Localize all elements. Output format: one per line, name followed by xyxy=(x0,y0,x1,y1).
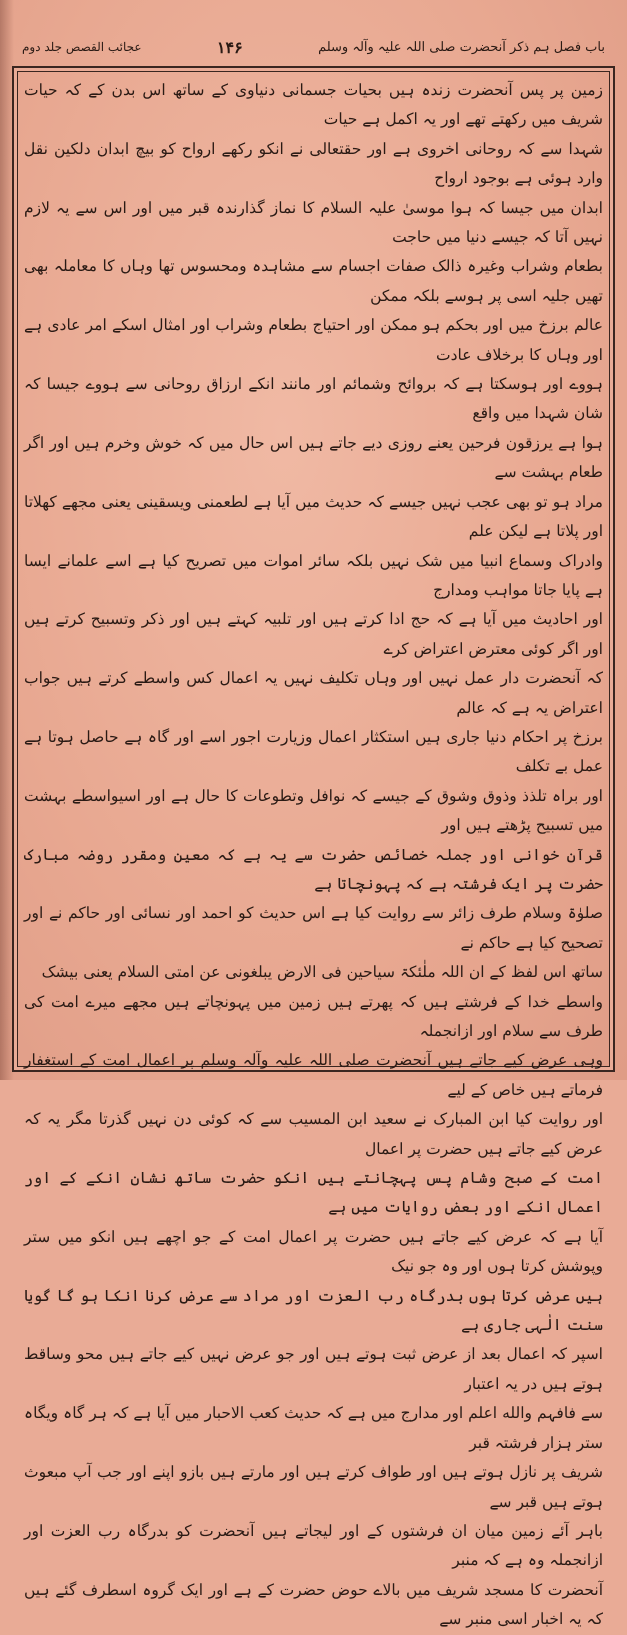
text-line: بطعام وشراب وغیرہ ذالک صفات اجسام سے مشاہدہ ومحسوس تھا وہاں کا معاملہ بھی تھیں جلیہ اسی پر ہوسے بلکہ ممکن xyxy=(24,257,603,305)
page-number: ۱۴۶ xyxy=(216,37,243,57)
text-line: واسطے خدا کے فرشتے ہیں کہ پھرتے ہیں زمین میں پہونچاتے ہیں مجھے میرے امت کی طرف سے سلام اور ازانجملہ xyxy=(24,992,603,1040)
text-line: برزخ پر احکام دنیا جاری ہیں استکثار اعمال وزیارت اجور اسے اور گاہ ہے حاصل ہوتا ہے عمل بے تکلف xyxy=(24,727,603,776)
text-line: ہیں عرض کرتا ہوں بدرگاہ رب العزت اور مراد سے عرض کرنا انکا ہو گا گویا سنت الٰہی جاری ہے xyxy=(24,1286,603,1335)
text-line: شہدا سے کہ روحانی اخروی ہے اور حقتعالی نے انکو رکھے ارواح کو بیچ ابدان دلکین نقل وارد ہوئی ہے بوجود ارواح xyxy=(24,139,603,188)
page-header xyxy=(22,30,605,64)
body-text xyxy=(24,76,603,1629)
text-line: مراد ہو تو بھی عجب نہیں جیسے کہ حدیث میں آیا ہے لطعمنی ویسقینی یعنی مجھے کھلاتا اور پلاتا ہے لیکن علم xyxy=(24,492,603,541)
chapter-title: باب فصل ہم ذکر آنحضرت صلی اللہ علیہ وآلہ وسلم xyxy=(318,39,605,55)
text-line: زمین پر پس آنحضرت زندہ ہیں بحیات جسمانی دنیاوی کے ساتھ اس بدن کے کہ حیات شریف میں رکھتے تھے اور یہ اکمل ہے حیات xyxy=(24,81,603,129)
text-line: ساتھ اس لفظ کے ان اللہ ملٰئکۃ سیاحین فی الارض یبلغونی عن امتی السلام یعنی بیشک xyxy=(41,963,603,982)
text-line: آیا ہے کہ عرض کیے جاتے ہیں حضرت پر اعمال امت کے جو اچھے ہیں انکو میں ستر وپوشش کرتا ہوں اور وہ جو نیک xyxy=(24,1227,603,1276)
text-line: امت کے صبح وشام پس پہچانتے ہیں انکو حضرت ساتھ نشان انکے کے اور اعمال انکے اور بعض روایات میں ہے xyxy=(24,1169,603,1217)
text-line: ہووے اور ہوسکتا ہے کہ بروائح وشمائم اور مانند انکے ارزاق روحانی سے ہووے جیسا کہ شان شہدا میں واقع xyxy=(24,375,603,423)
text-line: اور روایت کیا ابن المبارک نے سعید ابن المسیب سے کہ کوئی دن نہیں گذرتا مگر یہ کہ عرض کیے جاتے ہیں حضرت پر اعمال xyxy=(24,1110,603,1158)
text-line: باہر آئے زمین میان ان فرشتوں کے اور لیجاتے ہیں آنحضرت کو بدرگاہ رب العزت اور ازانجملہ وہ ہے کہ منبر xyxy=(24,1521,603,1570)
text-line: اور احادیث میں آیا ہے کہ حج ادا کرتے ہیں اور تلبیہ کہتے ہیں اور ذکر وتسبیح کرتے ہیں اور اگر کوئی معترض اعتراض کرے xyxy=(24,610,603,658)
text-line: ابدان میں جیسا کہ ہوا موسیٰ علیہ السلام کا نماز گذارندہ قبر میں اور اس سے یہ لازم نہیں آتا کہ جیسے دنیا میں حاجت xyxy=(24,198,603,247)
text-line: قرآن خوانی اور جملہ خصائص حضرت سے یہ ہے کہ معین ومقرر روضہ مبارک حضرت پر ایک فرشتہ ہے کہ پہونچاتا ہے xyxy=(24,845,603,893)
text-line: وادراک وسماع انبیا میں شک نہیں بلکہ سائر اموات میں تصریح کیا ہے اسے علمانے ایسا ہے پایا جاتا مواہب ومدارج xyxy=(24,551,603,599)
text-line: اور براہ تلذذ وذوق وشوق کے جیسے کہ نوافل وتطوعات کا حال ہے اور اسیواسطے بہشت میں تسبیح پڑھتے ہیں اور xyxy=(24,786,603,835)
book-title: عجائب القصص جلد دوم xyxy=(22,40,142,54)
text-line: شریف پر نازل ہوتے ہیں اور طواف کرتے ہیں اور مارتے ہیں بازو اپنے اور جب آپ مبعوث ہوتے ہیں قبر سے xyxy=(24,1463,603,1511)
text-line: اسپر کہ اعمال بعد از عرض ثبت ہوتے ہیں اور جو عرض نہیں کیے جاتے ہیں محو وساقط ہوتے ہیں در یہ اعتبار xyxy=(24,1345,603,1393)
text-line: آنحضرت کا مسجد شریف میں بالاے حوض حضرت کے ہے اور ایک گروہ اسطرف گئے ہیں کہ یہ اخبار اسی منبر سے xyxy=(24,1580,603,1629)
text-line: عالم برزخ میں اور بحکم ہو ممکن اور احتیاج بطعام وشراب اور امثال اسکے امر عادی ہے اور وہاں کا برخلاف عادت xyxy=(24,316,603,364)
text-line: سے فافہم والله اعلم اور مدارج میں ہے کہ حدیث کعب الاحبار میں آیا ہے کہ ہر گاہ ویگاہ ستر ہزار فرشتہ قبر xyxy=(24,1404,603,1452)
text-line: صلوٰۃ وسلام طرف زائر سے روایت کیا ہے اس حدیث کو احمد اور نسائی اور حاکم نے اور تصحیح کیا ہے حاکم نے xyxy=(24,904,603,952)
text-line: وہی عرض کیے جاتے ہیں آنحضرت صلی اللہ علیہ وآلہ وسلم پر اعمال امت کے استغفار فرماتے ہیں خاص کے لیے xyxy=(24,1051,603,1099)
text-line: کہ آنحضرت دار عمل نہیں اور وہاں تکلیف نہیں یہ اعمال کس واسطے کرتے ہیں جواب اعتراض یہ ہے کہ عالم xyxy=(24,669,603,717)
text-line: ہوا ہے یرزقون فرحین یعنے روزی دیے جاتے ہیں اس حال میں کہ خوش وخرم ہیں اور اگر طعام بہشت سے xyxy=(24,433,603,482)
